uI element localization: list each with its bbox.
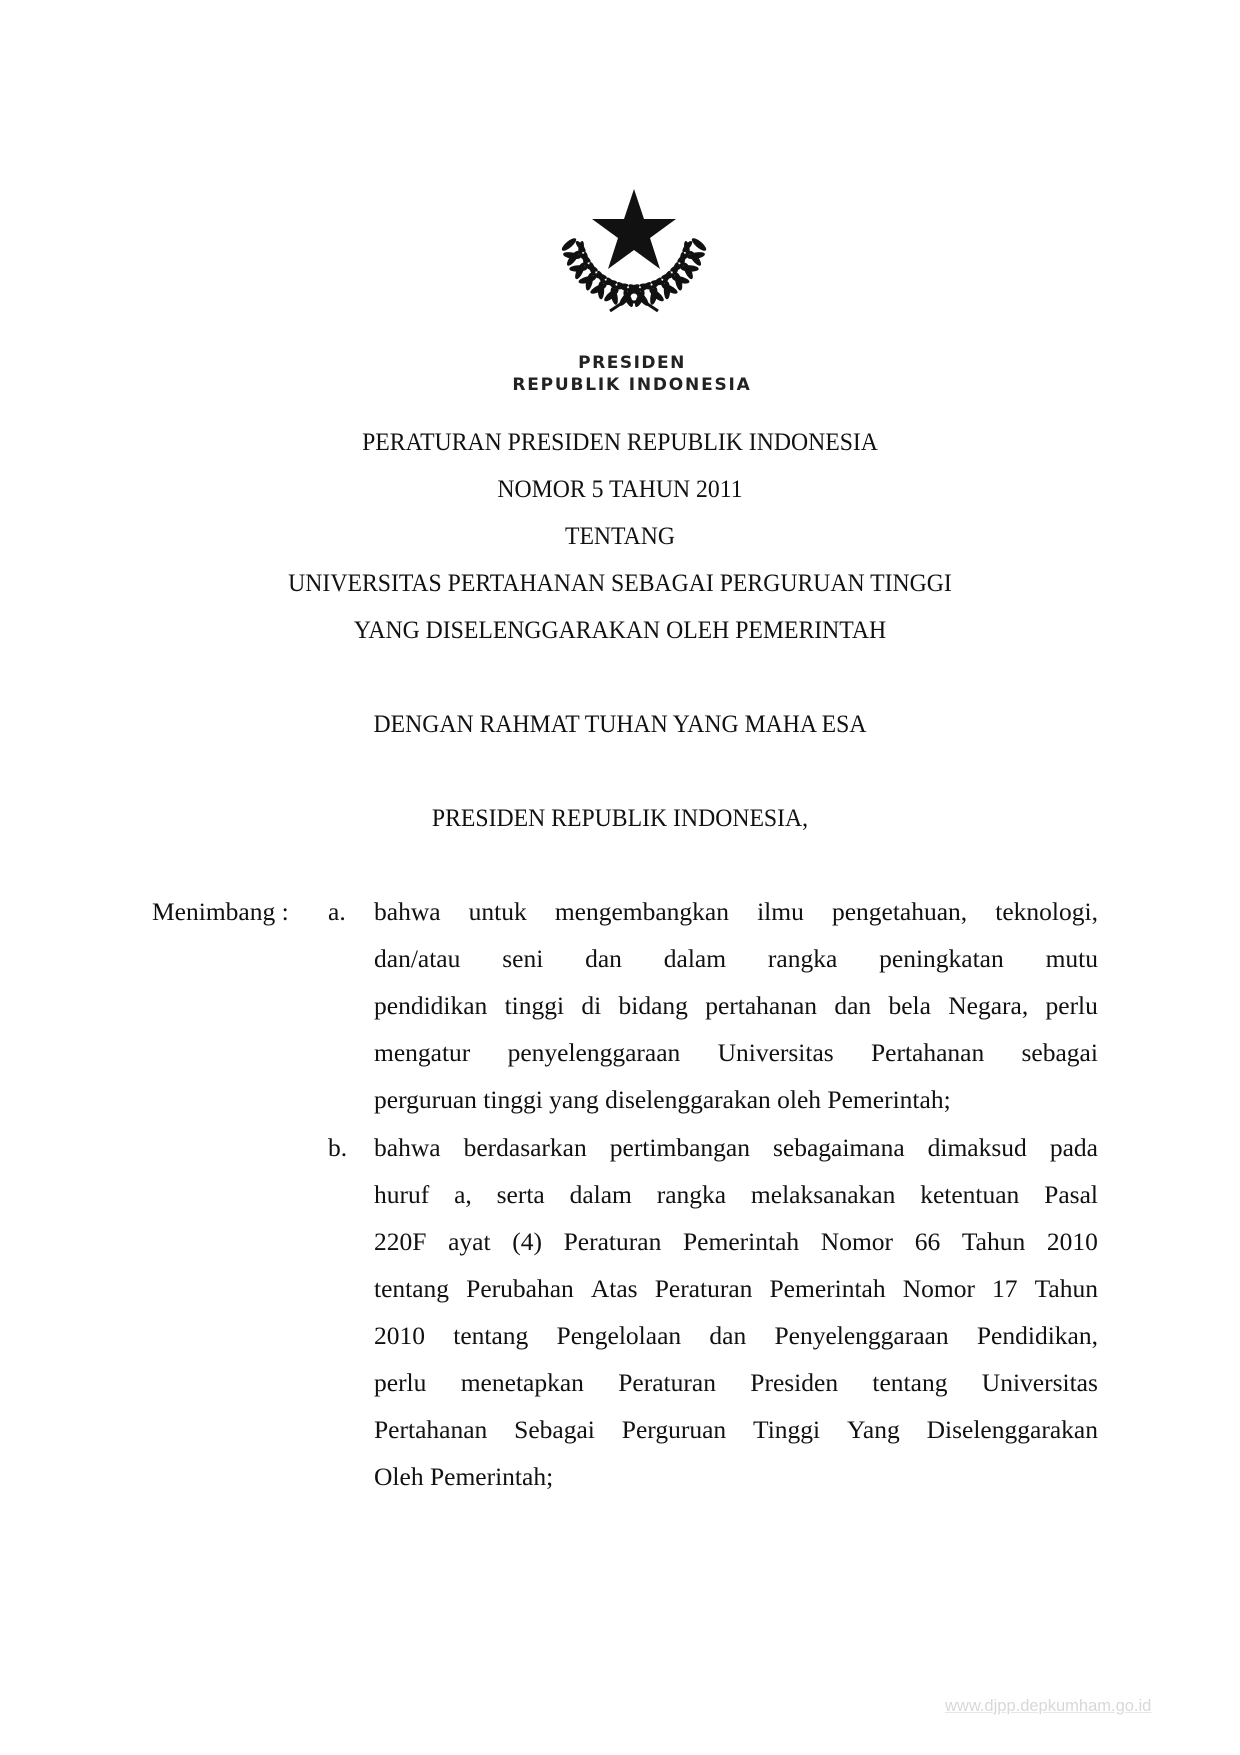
considering-label: Menimbang : bbox=[152, 897, 289, 926]
star-wreath-icon bbox=[552, 155, 717, 315]
wreath-leaf bbox=[560, 236, 578, 252]
watermark-link[interactable]: www.djpp.depkumham.go.id bbox=[945, 1697, 1152, 1715]
regulation-number: NOMOR 5 TAHUN 2011 bbox=[497, 474, 743, 503]
regulation-tentang: TENTANG bbox=[564, 521, 676, 550]
item-b-line: Pertahanan Sebagai Perguruan Tinggi Yang Diselenggarakan bbox=[374, 1415, 1098, 1444]
item-marker-a: a. bbox=[328, 897, 346, 926]
regulation-subject-line1: UNIVERSITAS PERTAHANAN SEBAGAI PERGURUAN TINGGI bbox=[288, 568, 952, 597]
regulation-title: PERATURAN PRESIDEN REPUBLIK INDONESIA bbox=[362, 427, 878, 456]
regulation-subject-line2: YANG DISELENGGARAKAN OLEH PEMERINTAH bbox=[353, 615, 887, 644]
item-b-line: 220F ayat (4) Peraturan Pemerintah Nomor 66 Tahun 2010 bbox=[374, 1227, 1098, 1256]
issuer: PRESIDEN REPUBLIK INDONESIA, bbox=[431, 803, 809, 832]
item-b-line: Oleh Pemerintah; bbox=[374, 1462, 554, 1491]
presidential-emblem bbox=[492, 145, 772, 400]
wreath-leaf bbox=[569, 265, 587, 272]
item-a-line: perguruan tinggi yang diselenggarakan oleh Pemerintah; bbox=[374, 1085, 951, 1114]
item-a-line: pendidikan tinggi di bidang pertahanan dan bela Negara, perlu bbox=[374, 991, 1098, 1020]
emblem-title-line2: REPUBLIK INDONESIA bbox=[512, 375, 752, 395]
item-b-line: bahwa berdasarkan pertimbangan sebagaimana dimaksud pada bbox=[374, 1133, 1098, 1162]
item-marker-b: b. bbox=[328, 1133, 348, 1162]
invocation: DENGAN RAHMAT TUHAN YANG MAHA ESA bbox=[373, 709, 867, 738]
item-b-line: huruf a, serta dalam rangka melaksanakan ketentuan Pasal bbox=[374, 1180, 1098, 1209]
wreath-leaf bbox=[690, 236, 708, 252]
item-b-line: 2010 tentang Pengelolaan dan Penyelenggaraan Pendidikan, bbox=[374, 1321, 1098, 1350]
item-b-line: perlu menetapkan Peraturan Presiden tentang Universitas bbox=[374, 1368, 1098, 1397]
emblem-title-line1: PRESIDEN bbox=[578, 353, 686, 373]
item-a-line: bahwa untuk mengembangkan ilmu pengetahuan, teknologi, bbox=[374, 897, 1098, 926]
item-a-line: mengatur penyelenggaraan Universitas Pertahanan sebagai bbox=[374, 1038, 1098, 1067]
item-b-line: tentang Perubahan Atas Peraturan Pemerintah Nomor 17 Tahun bbox=[374, 1274, 1098, 1303]
wreath-leaf bbox=[664, 281, 670, 299]
item-a-line: dan/atau seni dan dalam rangka peningkatan mutu bbox=[374, 944, 1098, 973]
